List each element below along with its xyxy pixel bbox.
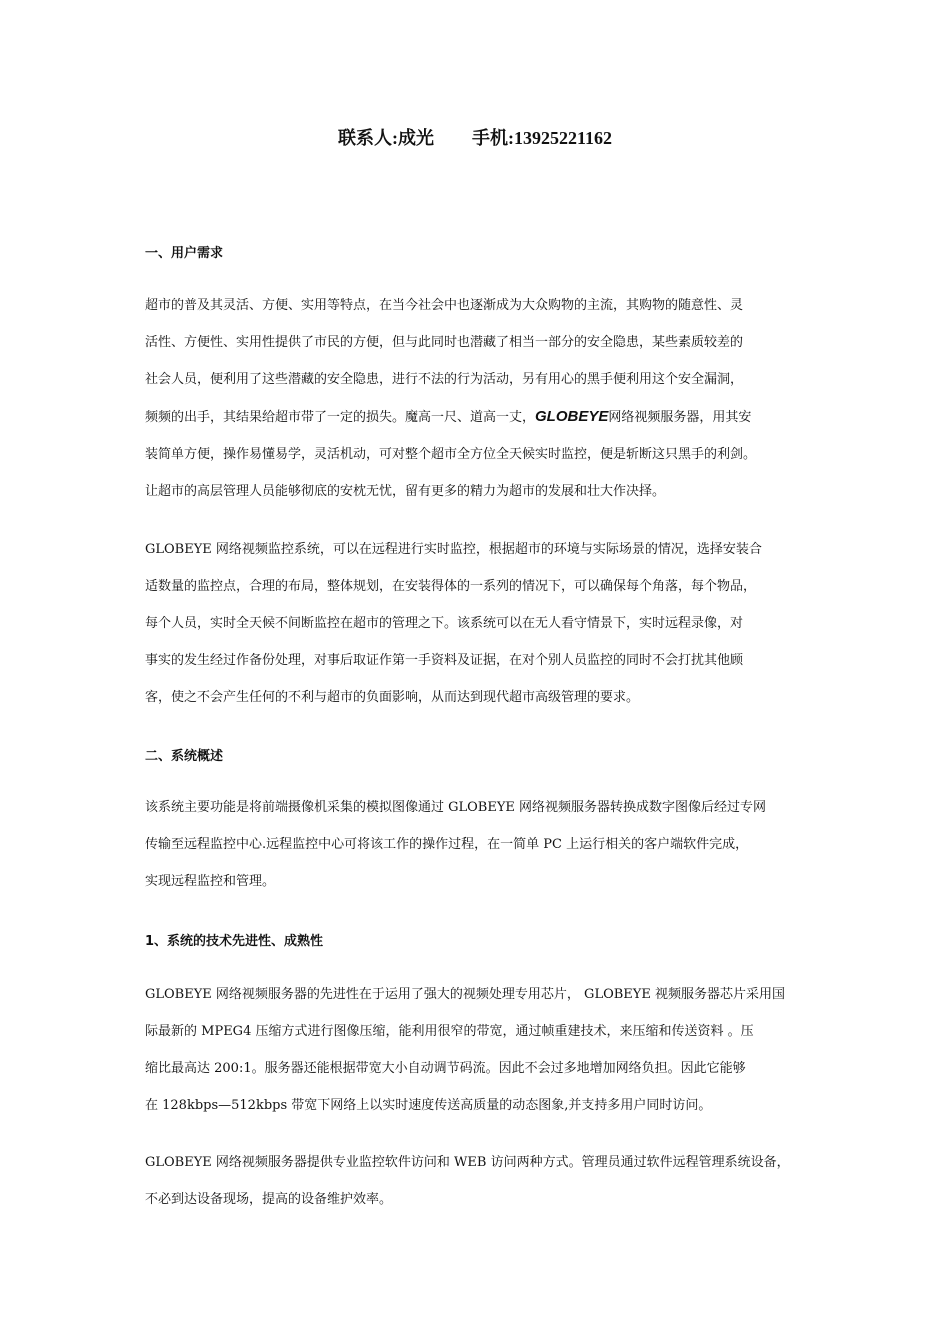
paragraph-user-requirements-2 <box>145 531 817 716</box>
paragraph-user-requirements-1 <box>145 287 817 510</box>
text-line: 传输至远程监控中心.远程监控中心可将该工作的操作过程，在一简单 PC 上运行相关的客户端软件完成， <box>145 837 749 852</box>
text-line: 该系统主要功能是将前端摄像机采集的模拟图像通过 GLOBEYE 网络视频服务器转换成数字图像后经过专网 <box>145 800 767 815</box>
section-heading-system-overview: 二、系统概述 <box>145 749 224 764</box>
text-line: 在 128kbps—512kbps 带宽下网络上以实时速度传送高质量的动态图象,并支持多用户同时访问。 <box>145 1098 712 1113</box>
paragraph-technology-1 <box>145 976 817 1124</box>
text-line: 活性、方便性、实用性提供了市民的方便，但与此同时也潜藏了相当一部分的安全隐患，某些素质较差的 <box>145 335 744 350</box>
text-line: 事实的发生经过作备份处理，对事后取证作第一手资料及证据，在对个别人员监控的同时不会打扰其他顾 <box>145 653 744 668</box>
text-line: 缩比最高达 200:1。服务器还能根据带宽大小自动调节码流。因此不会过多地增加网络负担。因此它能够 <box>145 1061 746 1076</box>
text-line: GLOBEYE 网络视频服务器的先进性在于运用了强大的视频处理专用芯片， GLOBEYE 视频服务器芯片采用国 <box>145 987 785 1002</box>
text-segment: 频频的出手，其结果给超市带了一定的损失。魔高一尺、道高一丈， <box>145 410 536 425</box>
brand-name: GLOBEYE <box>535 408 609 425</box>
text-line: 际最新的 MPEG4 压缩方式进行图像压缩，能利用很窄的带宽，通过帧重建技术，来压缩和传送资料 。压 <box>145 1024 754 1039</box>
contact-person: 联系人:成光 <box>337 128 434 148</box>
paragraph-technology-2 <box>145 1144 817 1218</box>
text-line <box>145 398 817 436</box>
text-line: 每个人员，实时全天候不间断监控在超市的管理之下。该系统可以在无人看守情景下，实时远程录像，对 <box>145 616 744 631</box>
text-line: 超市的普及其灵活、方便、实用等特点，在当今社会中也逐渐成为大众购物的主流，其购物的随意性、灵 <box>145 298 744 313</box>
paragraph-system-overview <box>145 789 817 900</box>
text-line: GLOBEYE 网络视频服务器提供专业监控软件访问和 WEB 访问两种方式。管理员通过软件远程管理系统设备， <box>145 1155 790 1170</box>
section-heading-user-requirements: 一、用户需求 <box>145 246 224 261</box>
text-line: 社会人员，便利用了这些潜藏的安全隐患，进行不法的行为活动，另有用心的黑手便利用这个安全漏洞， <box>145 372 744 387</box>
text-line: 装简单方便，操作易懂易学，灵活机动，可对整个超市全方位全天候实时监控，便是斩断这只黑手的利剑。 <box>145 447 757 462</box>
text-line: 实现远程监控和管理。 <box>145 874 276 889</box>
text-line: 适数量的监控点，合理的布局，整体规划，在安装得体的一系列的情况下，可以确保每个角落，每个物品， <box>145 579 757 594</box>
text-line: GLOBEYE 网络视频监控系统，可以在远程进行实时监控，根据超市的环境与实际场景的情况，选择安装合 <box>145 542 762 557</box>
text-line: 让超市的高层管理人员能够彻底的安枕无忧，留有更多的精力为超市的发展和壮大作决择。 <box>145 484 666 499</box>
contact-header <box>0 124 950 150</box>
subsection-heading-technology: 1、系统的技术先进性、成熟性 <box>145 934 324 949</box>
text-line: 客，使之不会产生任何的不利与超市的负面影响，从而达到现代超市高级管理的要求。 <box>145 690 640 705</box>
contact-phone: 手机:13925221162 <box>471 128 612 148</box>
text-line: 不必到达设备现场，提高的设备维护效率。 <box>145 1192 393 1207</box>
text-segment: 网络视频服务器，用其安 <box>608 410 752 425</box>
